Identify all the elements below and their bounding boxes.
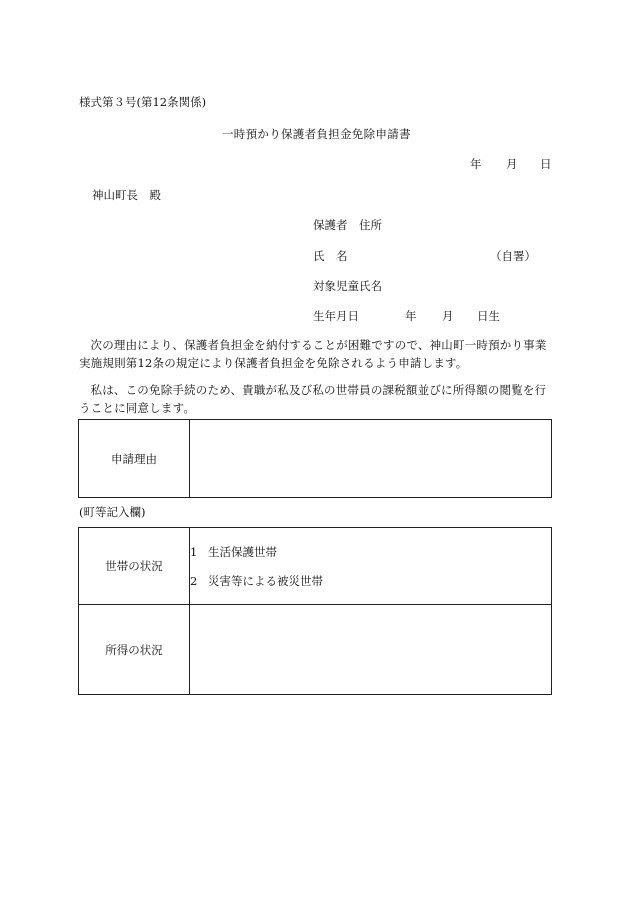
office-table	[78, 527, 552, 695]
signature-note: （自署）	[490, 249, 536, 263]
reason-label: 申請理由	[79, 420, 190, 498]
income-status-field[interactable]	[190, 605, 552, 695]
child-name-label: 対象児童氏名	[313, 279, 382, 293]
household-option-text: 災害等による被災世帯	[208, 573, 323, 588]
consent-statement: 私は、この免除手続のため、貴職が私及び私の世帯員の課税額並びに所得額の閲覧を行うことに同意します。	[79, 383, 547, 415]
birth-year-label: 年	[405, 309, 417, 323]
name-label: 氏 名	[313, 249, 348, 263]
household-status-label: 世帯の状況	[79, 528, 190, 605]
household-option-number: 1	[190, 544, 198, 559]
household-option[interactable]	[190, 545, 551, 559]
birth-day-label: 日生	[477, 309, 500, 323]
application-statement: 次の理由により、保護者負担金を納付することが困難ですので、神山町一時預かり事業実施規則第12条の規定により保護者負担金を免除されるよう申請します。	[79, 338, 547, 370]
guardian-address-label: 保護者 住所	[313, 218, 382, 232]
birth-month-label: 月	[442, 309, 454, 323]
household-option-text: 生活保護世帯	[208, 544, 277, 559]
office-section-label: (町等記入欄)	[79, 505, 146, 519]
date-year-label: 年	[470, 157, 482, 171]
income-status-label: 所得の状況	[79, 605, 190, 695]
addressee: 神山町長 殿	[92, 188, 161, 202]
date-day-label: 日	[540, 157, 552, 171]
reason-field[interactable]	[190, 420, 552, 498]
household-option[interactable]	[190, 574, 551, 588]
date-month-label: 月	[506, 157, 518, 171]
household-option-number: 2	[190, 573, 198, 588]
birthdate-label: 生年月日	[313, 309, 359, 323]
document-title: 一時預かり保護者負担金免除申請書	[222, 127, 411, 141]
form-number: 様式第３号(第12条関係)	[79, 95, 207, 109]
reason-table	[78, 419, 552, 498]
household-status-options	[190, 528, 552, 605]
